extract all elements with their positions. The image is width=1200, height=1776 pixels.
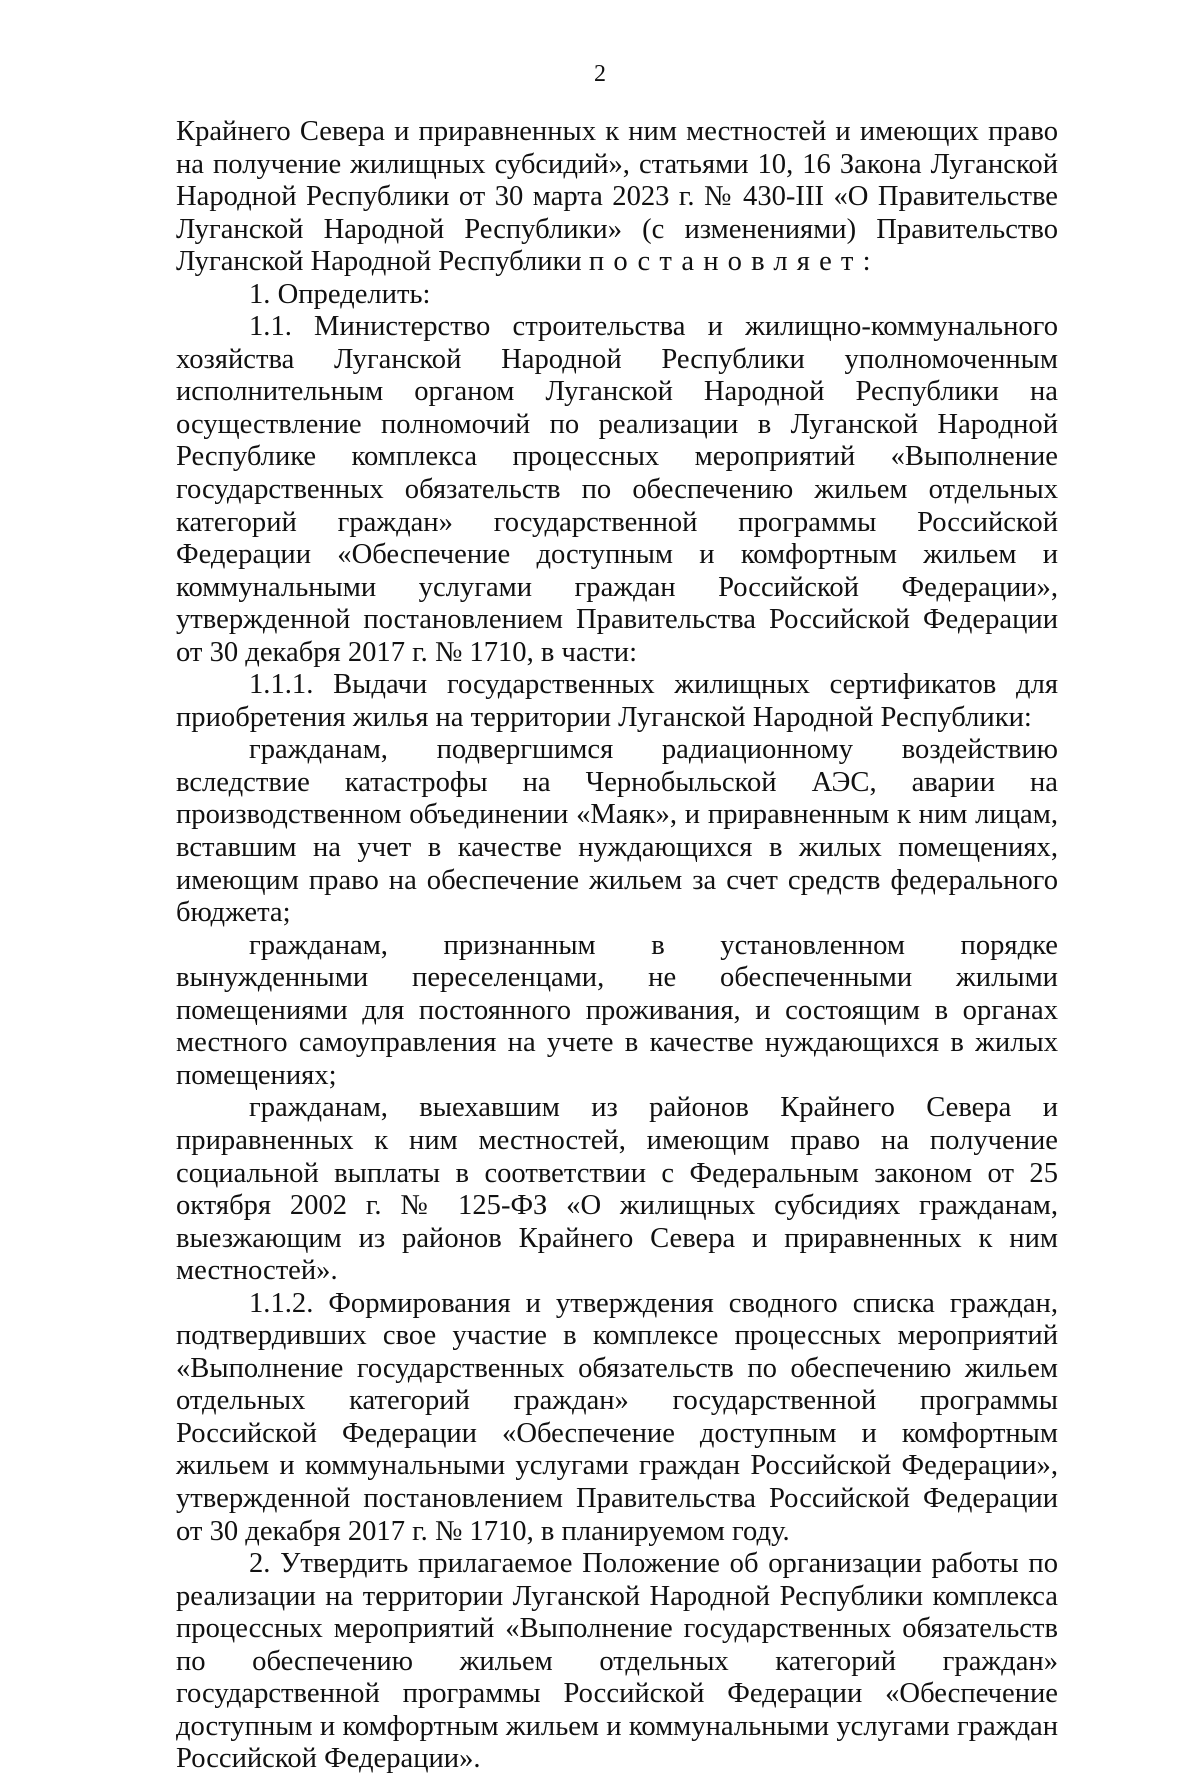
- paragraph-item-2: 2. Утвердить прилагаемое Положение об организации работы по реализации на территории Луганской Народной Республики комплекса процессных мероприятий «Выполнение государственных обязательств по обеспечению жильем отдельных категорий граждан» государственной программы Российской Федерации «Обеспечение доступным и комфортным жильем и коммунальными услугами граждан Российской Федерации».: [176, 1548, 1058, 1775]
- paragraph-preamble-continuation: [176, 116, 1058, 279]
- paragraph-item-1: 1. Определить:: [249, 278, 431, 310]
- paragraph-item-1-1-2: 1.1.2. Формирования и утверждения сводного списка граждан, подтвердивших свое участие в комплексе процессных мероприятий «Выполнение государственных обязательств по обеспечению жильем отдельных категорий граждан» государственной программы Российской Федерации «Обеспечение доступным и комфортным жильем и коммунальными услугами граждан Российской Федерации», утвержденной постановлением Правительства Российской Федерации от 30 декабря 2017 г. № 1710, в планируемом году.: [176, 1287, 1058, 1547]
- paragraph-item-1-1-1: 1.1.1. Выдачи государственных жилищных сертификатов для приобретения жилья на территории Луганской Народной Республики:: [176, 669, 1058, 733]
- decree-word: постановляет:: [588, 246, 880, 278]
- paragraph-displaced-citizens: гражданам, признанным в установленном порядке вынужденными переселенцами, не обеспеченными жилыми помещениями для постоянного проживания, и состоящим в органах местного самоуправления на учете в качестве нуждающихся в жилых помещениях;: [176, 929, 1058, 1091]
- page-number: 2: [594, 61, 606, 87]
- paragraph-item-1-1: 1.1. Министерство строительства и жилищно-коммунального хозяйства Луганской Народной Республики уполномоченным исполнительным органом Луганской Народной Республики на осуществление полномочий по реализации в Луганской Народной Республике комплекса процессных мероприятий «Выполнение государственных обязательств по обеспечению жильем отдельных категорий граждан» государственной программы Российской Федерации «Обеспечение доступным и комфортным жильем и коммунальными услугами граждан Российской Федерации», утвержденной постановлением Правительства Российской Федерации от 30 декабря 2017 г. № 1710, в части:: [176, 311, 1058, 668]
- paragraph-chernobyl-citizens: гражданам, подвергшимся радиационному воздействию вследствие катастрофы на Чернобыльской АЭС, аварии на производственном объединении «Маяк», и приравненным к ним лицам, вставшим на учет в качестве нуждающихся в жилых помещениях, имеющим право на обеспечение жильем за счет средств федерального бюджета;: [176, 734, 1058, 929]
- document-body: [176, 116, 1058, 1776]
- paragraph-text: Крайнего Севера и приравненных к ним местностей и имеющих право на получение жилищных субсидий», статьями 10, 16 Закона Луганской Народной Республики от 30 марта 2023 г. № 430-III «О Правительстве Луганской Народной Республики» (с изменениями) Правительство Луганской Народной Республики: [176, 116, 1058, 278]
- paragraph-far-north-citizens: гражданам, выехавшим из районов Крайнего Севера и приравненных к ним местностей, имеющим право на получение социальной выплаты в соответствии с Федеральным законом от 25 октября 2002 г. № 125-ФЗ «О жилищных субсидиях гражданам, выезжающим из районов Крайнего Севера и приравненных к ним местностей».: [176, 1092, 1058, 1287]
